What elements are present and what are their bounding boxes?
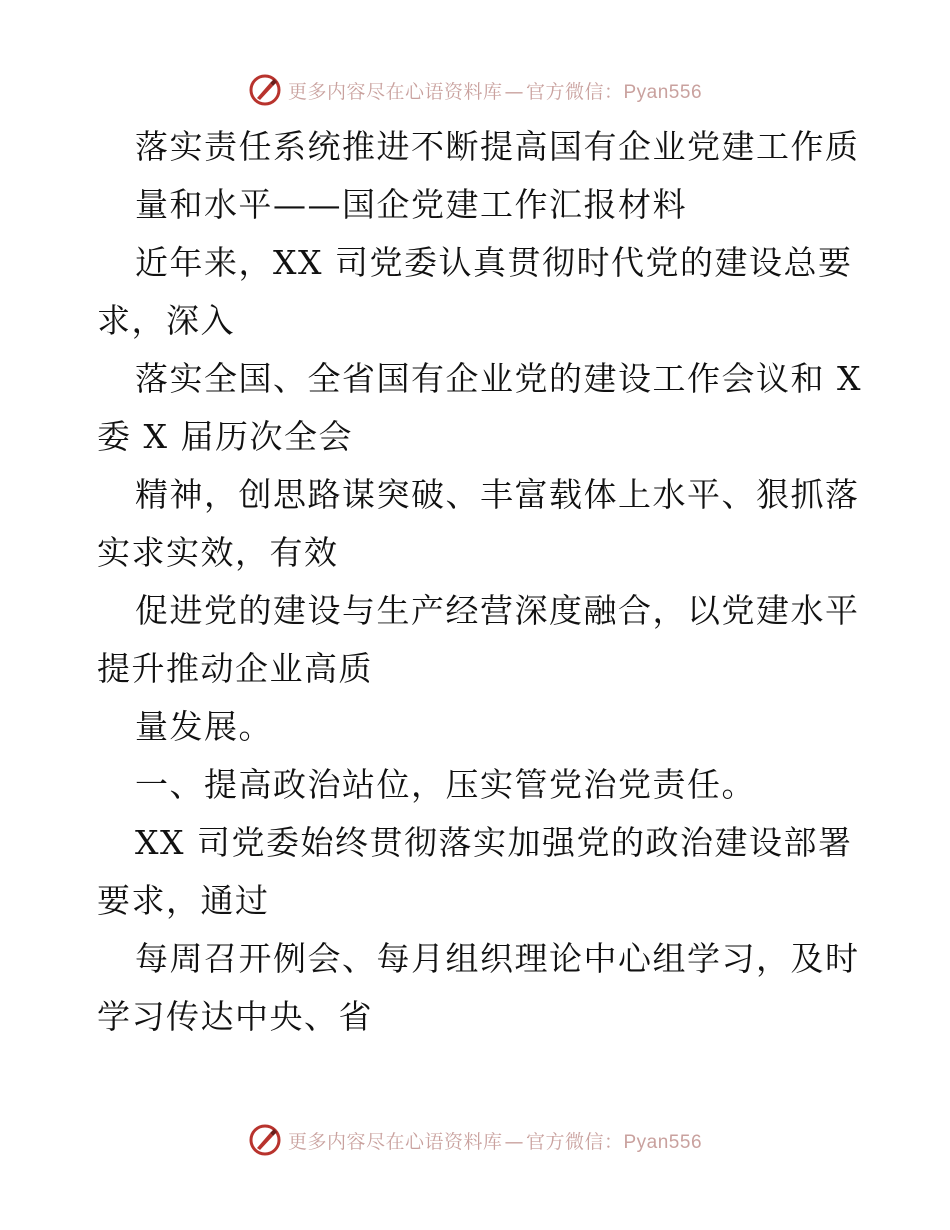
watermark-wechat-label: 官方微信： bbox=[525, 1130, 624, 1153]
document-line: 要求，通过 bbox=[97, 881, 270, 920]
logo-pen-icon bbox=[248, 73, 282, 107]
document-line: 精神，创思路谋突破、丰富载体上水平、狠抓落 bbox=[135, 475, 860, 514]
document-line: 量发展。 bbox=[135, 707, 273, 746]
document-line: 提升推动企业高质 bbox=[97, 649, 373, 688]
watermark-wechat-label: 官方微信： bbox=[525, 80, 624, 103]
document-line: 近年来，XX 司党委认真贯彻时代党的建设总要 bbox=[135, 243, 853, 282]
footer-watermark bbox=[0, 1120, 950, 1160]
document-line: 促进党的建设与生产经营深度融合，以党建水平 bbox=[135, 591, 860, 630]
document-line: 求，深入 bbox=[97, 301, 235, 340]
document-body bbox=[97, 118, 862, 1046]
watermark-dash: — bbox=[504, 1130, 524, 1153]
document-line: XX 司党委始终贯彻落实加强党的政治建设部署 bbox=[135, 823, 853, 862]
document-line: 一、提高政治站位，压实管党治党责任。 bbox=[135, 765, 756, 804]
document-line: 量和水平——国企党建工作汇报材料 bbox=[135, 185, 687, 224]
document-line: 落实责任系统推进不断提高国有企业党建工作质 bbox=[135, 127, 860, 166]
watermark-wechat-handle: Pyan556 bbox=[623, 1131, 703, 1153]
document-line: 每周召开例会、每月组织理论中心组学习，及时 bbox=[135, 939, 860, 978]
watermark-dash: — bbox=[504, 80, 524, 103]
watermark-text bbox=[288, 1127, 702, 1154]
watermark-text bbox=[288, 77, 702, 104]
watermark-site-text: 更多内容尽在心语资料库 bbox=[287, 1130, 503, 1153]
document-line: 实求实效，有效 bbox=[97, 533, 339, 572]
logo-pen-icon bbox=[248, 1123, 282, 1157]
watermark-wechat-handle: Pyan556 bbox=[623, 81, 703, 103]
document-line: 委 X 届历次全会 bbox=[97, 417, 353, 456]
watermark-site-text: 更多内容尽在心语资料库 bbox=[287, 80, 503, 103]
document-line: 落实全国、全省国有企业党的建设工作会议和 X bbox=[135, 359, 862, 398]
document-line: 学习传达中央、省 bbox=[97, 997, 373, 1036]
header-watermark bbox=[0, 70, 950, 110]
